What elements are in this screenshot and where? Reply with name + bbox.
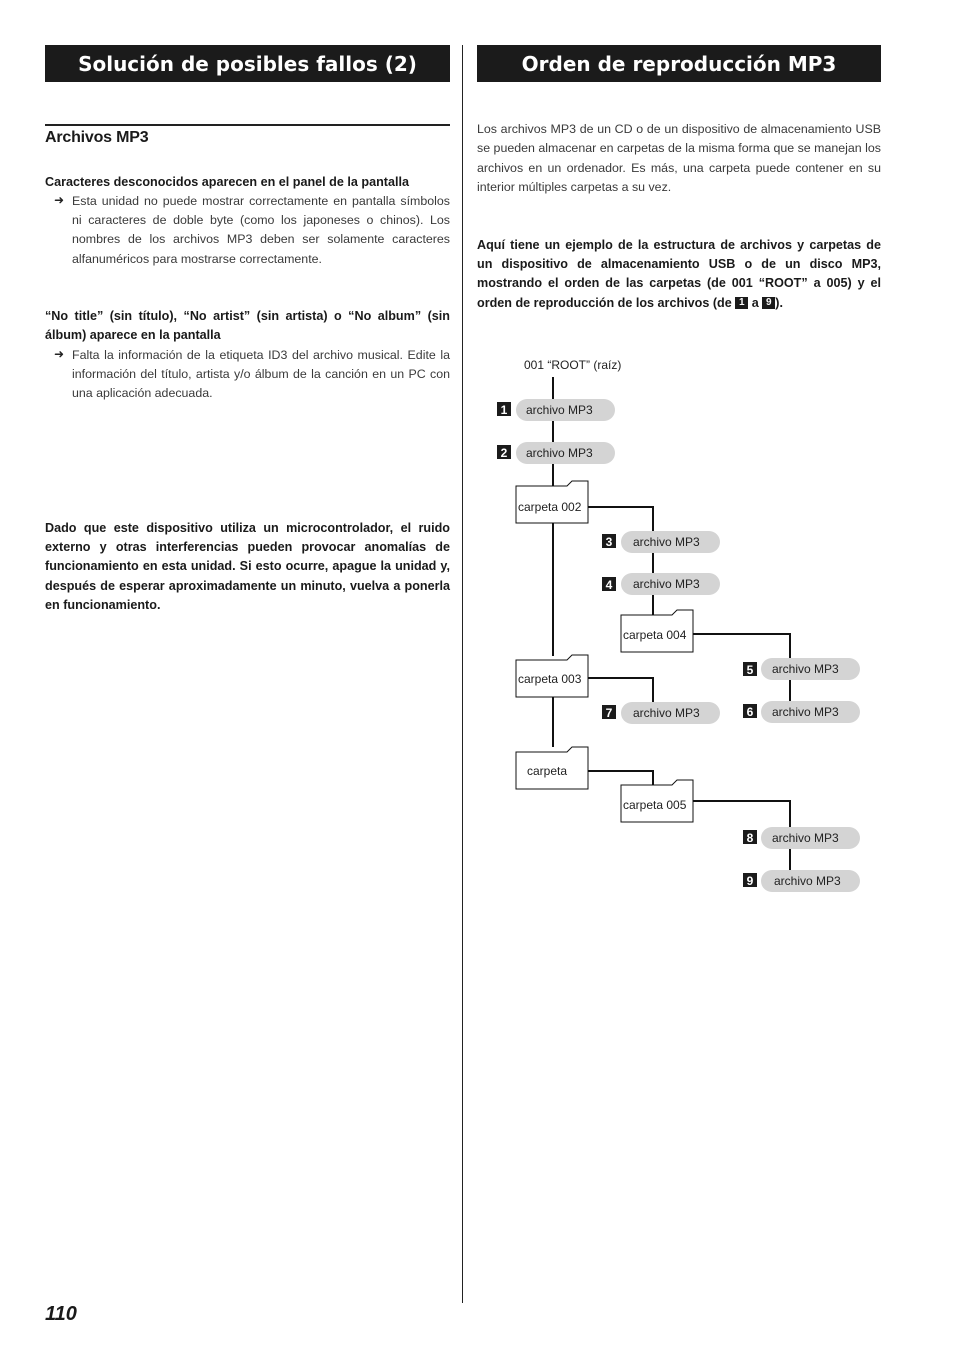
right-banner-title: Orden de reproducción MP3 [521, 51, 837, 76]
example-text-end: ). [775, 295, 783, 310]
file-pill [516, 442, 615, 464]
file-pill [761, 827, 860, 849]
file-pill [621, 531, 720, 553]
page-number: 110 [45, 1303, 77, 1325]
play-order-number: 1 [500, 403, 508, 417]
answer-unknown-characters: Esta unidad no puede mostrar correctamente en pantalla símbolos ni caracteres de doble byte (como los japoneses o chinos). Los nombres de los archivos MP3 deben ser solamente caracteres alfanuméricos para mostrarse correctamente. [72, 194, 450, 266]
question-no-title: “No title” (sin título), “No artist” (sin artista) o “No album” (sin álbum) aparece en la pantalla [45, 309, 450, 342]
play-order-number: 6 [746, 705, 754, 719]
inline-number-badge: 1 [735, 297, 748, 309]
folder-label: carpeta [527, 764, 568, 778]
file-pill [621, 702, 720, 724]
file-label: archivo MP3 [772, 705, 839, 719]
arrow-right-icon: ➜ [54, 193, 65, 207]
file-label: archivo MP3 [526, 403, 593, 417]
answer-no-title: Falta la información de la etiqueta ID3 del archivo musical. Edite la información del título, artista y/o álbum de la canción en un PC con una aplicación adecuada. [72, 348, 450, 401]
file-label: archivo MP3 [772, 831, 839, 845]
file-pill [621, 573, 720, 595]
file-pill [761, 658, 860, 680]
file-label: archivo MP3 [633, 535, 700, 549]
section-title: Archivos MP3 [45, 129, 149, 146]
file-label: archivo MP3 [526, 446, 593, 460]
play-order-number: 5 [746, 663, 754, 677]
interference-warning: Dado que este dispositivo utiliza un microcontrolador, el ruido externo y otras interferencias pueden provocar anomalías de funcionamiento en esta unidad. Si esto ocurre, apague la unidad y, después de esperar aproximadamente un minuto, vuelva a ponerla en funcionamiento. [45, 521, 450, 612]
play-order-number: 4 [605, 578, 613, 592]
file-label: archivo MP3 [774, 874, 841, 888]
example-text: Aquí tiene un ejemplo de la estructura de archivos y carpetas de un dispositivo de almacenamiento USB o de un disco MP3, mostrando el orden de las carpetas (de 001 “ROOT” a 005) y el orden de reproducción de los archivos (de [477, 238, 881, 310]
file-label: archivo MP3 [633, 706, 700, 720]
folder-label: carpeta 002 [518, 500, 582, 514]
arrow-right-icon: ➜ [54, 347, 65, 361]
left-banner-title: Solución de posibles fallos (2) [78, 51, 417, 76]
play-order-number: 9 [746, 874, 754, 888]
play-order-number: 2 [500, 446, 508, 460]
folder-label: carpeta 003 [518, 672, 582, 686]
folder-label: carpeta 004 [623, 628, 687, 642]
folder-label: carpeta 005 [623, 798, 687, 812]
play-order-number: 7 [605, 706, 613, 720]
file-pill [516, 399, 615, 421]
example-text-mid: a [748, 295, 763, 310]
file-label: archivo MP3 [772, 662, 839, 676]
file-pill [761, 701, 860, 723]
play-order-number: 8 [746, 831, 754, 845]
question-unknown-characters: Caracteres desconocidos aparecen en el panel de la pantalla [45, 175, 409, 189]
file-pill [761, 870, 860, 892]
inline-number-badge: 9 [762, 297, 775, 309]
play-order-number: 3 [605, 535, 613, 549]
file-label: archivo MP3 [633, 577, 700, 591]
intro-paragraph: Los archivos MP3 de un CD o de un dispositivo de almacenamiento USB se pueden almacenar en carpetas de la misma forma que se manejan los archivos en un ordenador. Es más, una carpeta puede contener en su interior múltiples carpetas a su vez. [477, 122, 881, 194]
root-folder-label: 001 “ROOT” (raíz) [524, 358, 622, 372]
